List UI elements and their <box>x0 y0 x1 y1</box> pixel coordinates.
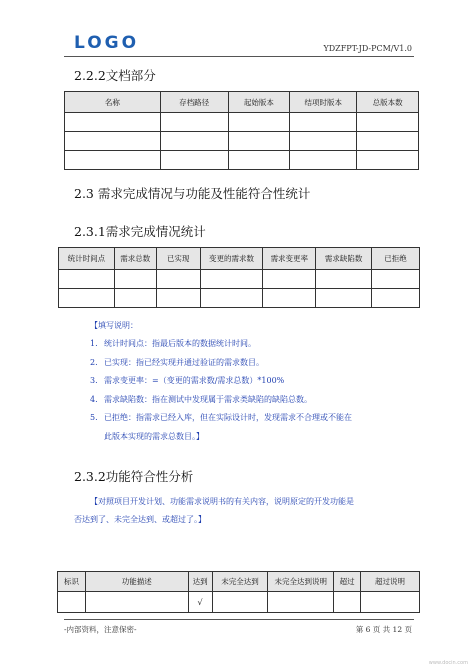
func-col-partial: 未完全达到 <box>212 572 268 592</box>
table-cell[interactable] <box>372 270 420 289</box>
company-logo: LOGO <box>74 33 140 53</box>
section-2-2-2-title: 2.2.2文档部分 <box>74 68 156 83</box>
table-cell[interactable] <box>59 270 115 289</box>
check-mark[interactable]: √ <box>188 592 212 613</box>
table-cell[interactable] <box>59 289 115 308</box>
document-id: YDZFPT-JD-PCM/V1.0 <box>323 44 412 53</box>
table-cell[interactable] <box>200 270 263 289</box>
footer-rule <box>64 619 414 620</box>
table-cell[interactable] <box>290 113 357 132</box>
doc-col-path: 存档路径 <box>160 92 228 113</box>
function-note-line-1: 【对照项目开发计划、功能需求说明书的有关内容，说明原定的开发功能是 <box>90 497 354 506</box>
table-cell[interactable] <box>85 592 188 613</box>
table-cell[interactable] <box>268 592 334 613</box>
documents-table <box>64 91 419 170</box>
watermark-text: www.docin.com <box>428 660 468 666</box>
table-cell[interactable] <box>263 289 316 308</box>
func-col-achieved: 达到 <box>188 572 212 592</box>
header-rule <box>64 56 414 57</box>
section-2-3-1-title: 2.3.1需求完成情况统计 <box>74 224 206 239</box>
func-col-exceeded: 超过 <box>334 572 361 592</box>
req-col-time: 统计时间点 <box>59 248 115 270</box>
table-cell[interactable] <box>160 132 228 151</box>
table-row <box>58 592 420 613</box>
req-col-change-rate: 需求变更率 <box>263 248 316 270</box>
doc-col-start-version: 起始版本 <box>228 92 290 113</box>
table-row <box>65 132 419 151</box>
table-cell[interactable] <box>263 270 316 289</box>
list-item: 3. 需求变更率：=（变更的需求数/需求总数）*100% <box>90 376 285 385</box>
table-cell[interactable] <box>58 592 86 613</box>
table-cell[interactable] <box>114 289 156 308</box>
table-cell[interactable] <box>361 592 420 613</box>
func-col-id: 标识 <box>58 572 86 592</box>
doc-col-end-version: 结项时版本 <box>290 92 357 113</box>
req-col-defects: 需求缺陷数 <box>316 248 372 270</box>
footer-confidential: -内部资料，注意保密- <box>64 625 137 634</box>
req-col-implemented: 已实现 <box>156 248 200 270</box>
function-note-line-2: 否达到了、未完全达到、或超过了。】 <box>74 515 206 524</box>
table-cell[interactable] <box>228 132 290 151</box>
table-cell[interactable] <box>316 289 372 308</box>
table-cell[interactable] <box>372 289 420 308</box>
function-compliance-table <box>57 571 420 613</box>
req-col-rejected: 已拒绝 <box>372 248 420 270</box>
table-cell[interactable] <box>290 132 357 151</box>
section-2-3-2-title: 2.3.2功能符合性分析 <box>74 469 194 484</box>
table-cell[interactable] <box>290 151 357 170</box>
table-cell[interactable] <box>200 289 263 308</box>
table-cell[interactable] <box>228 151 290 170</box>
table-cell[interactable] <box>160 113 228 132</box>
req-col-changed: 变更的需求数 <box>200 248 263 270</box>
table-row <box>59 289 420 308</box>
doc-col-total-versions: 总版本数 <box>357 92 419 113</box>
table-cell[interactable] <box>212 592 268 613</box>
list-item: 1. 统计时间点：指最后版本的数据统计时间。 <box>90 339 256 348</box>
table-cell[interactable] <box>334 592 361 613</box>
func-col-partial-note: 未完全达到说明 <box>268 572 334 592</box>
table-cell[interactable] <box>357 132 419 151</box>
section-2-3-title: 2.3 需求完成情况与功能及性能符合性统计 <box>74 186 311 201</box>
footer-page-number: 第 6 页 共 12 页 <box>355 625 412 634</box>
table-cell[interactable] <box>65 151 161 170</box>
table-cell[interactable] <box>316 270 372 289</box>
requirements-stats-table <box>58 247 420 308</box>
fill-note-list <box>90 336 352 445</box>
table-cell[interactable] <box>65 113 161 132</box>
table-row <box>65 113 419 132</box>
fill-note-heading: 【填写说明： <box>90 321 138 330</box>
table-cell[interactable] <box>160 151 228 170</box>
func-col-exceeded-note: 超过说明 <box>361 572 420 592</box>
list-item-continuation: 此版本实现的需求总数目。】 <box>104 431 204 441</box>
req-col-total: 需求总数 <box>114 248 156 270</box>
func-col-description: 功能描述 <box>85 572 188 592</box>
table-cell[interactable] <box>156 289 200 308</box>
list-item: 5. 已拒绝：指需求已经入库，但在实际设计时，发现需求不合理或不能在 <box>90 413 352 422</box>
table-cell[interactable] <box>357 113 419 132</box>
list-item: 2. 已实现：指已经实现并通过验证的需求数目。 <box>90 357 264 367</box>
table-row <box>65 151 419 170</box>
doc-col-name: 名称 <box>65 92 161 113</box>
list-item: 4. 需求缺陷数：指在测试中发现属于需求类缺陷的缺陷总数。 <box>90 394 312 404</box>
table-cell[interactable] <box>65 132 161 151</box>
table-cell[interactable] <box>228 113 290 132</box>
table-cell[interactable] <box>114 270 156 289</box>
table-cell[interactable] <box>357 151 419 170</box>
table-row <box>59 270 420 289</box>
table-cell[interactable] <box>156 270 200 289</box>
